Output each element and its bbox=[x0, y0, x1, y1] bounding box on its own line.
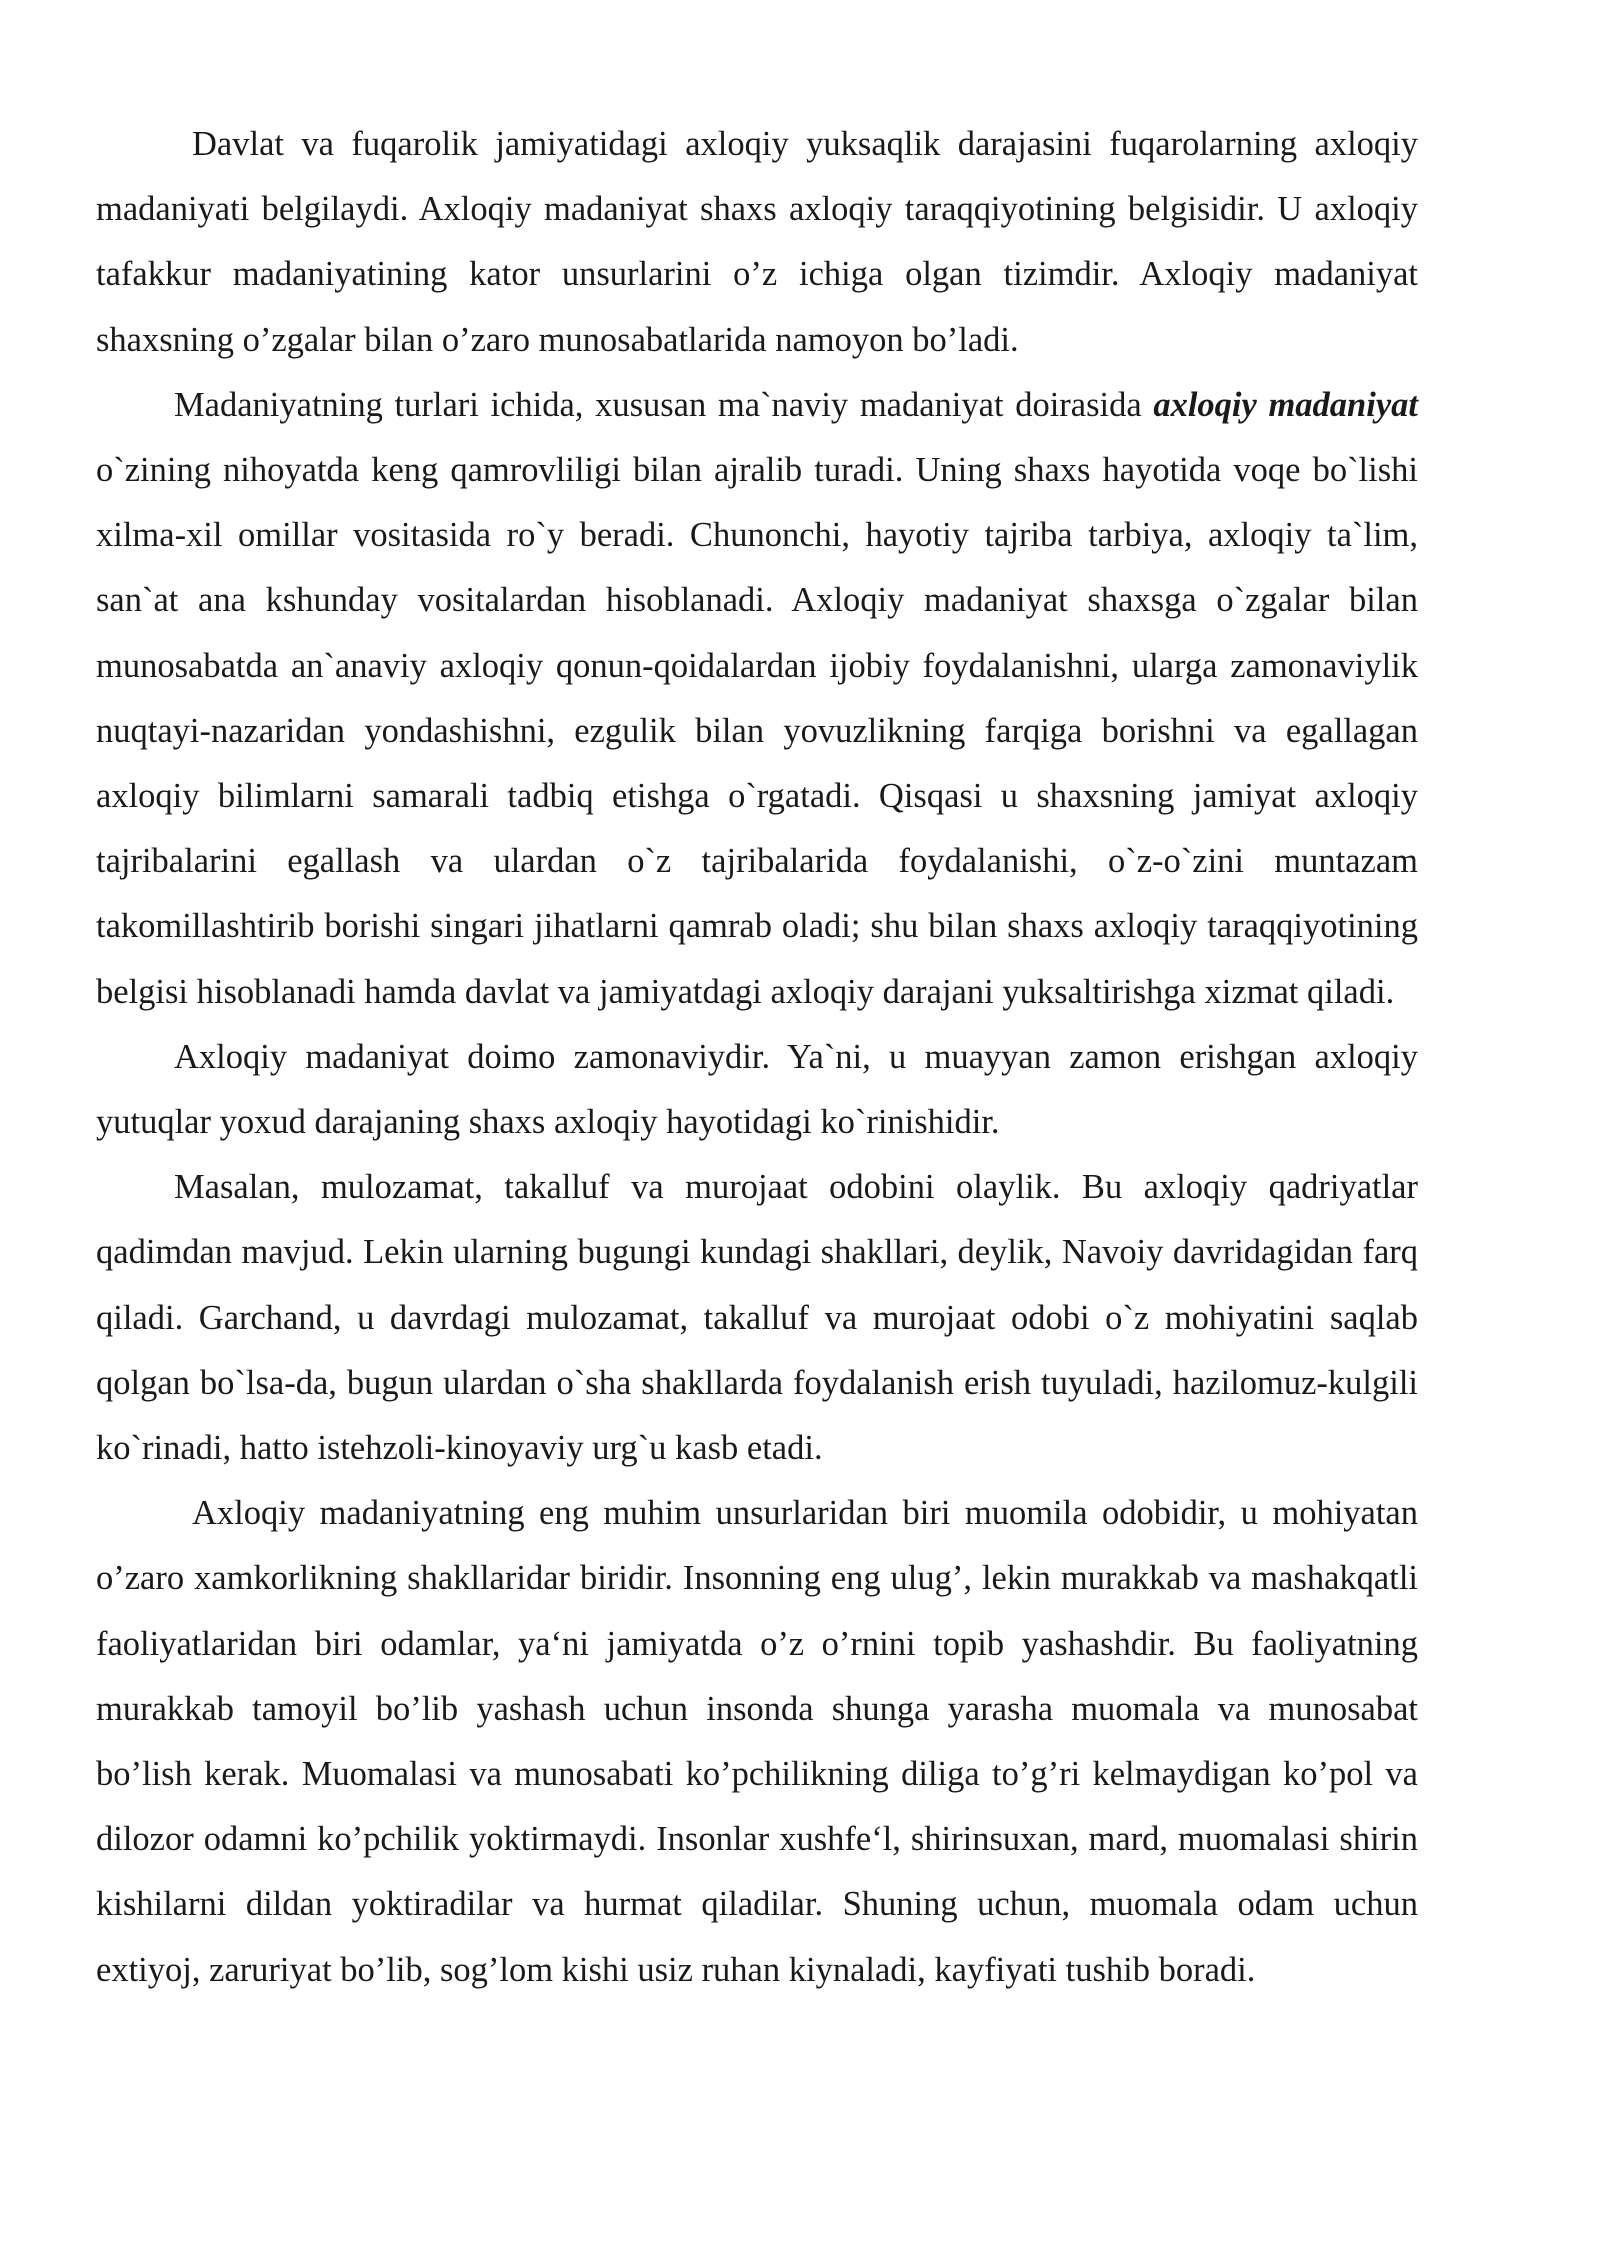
paragraph-4 bbox=[96, 1155, 1418, 1481]
paragraph-5-text: Axloqiy madaniyatning eng muhim unsurlaridan biri muomila odobidir, u mohiyatan o’zaro xamkorlikning shakllaridar biridir. Insonning eng ulug’, lekin murakkab va mashakqatli faoliyatlaridan biri odamlar, ya‘ni jamiyatda o’z o’rnini topib yashashdir. Bu faoliyatning murakkab tamoyil bo’lib yashash uchun insonda shunga yarasha muomala va munosabat bo’lish kerak. Muomalasi va munosabati ko’pchilikning diliga to’g’ri kelmaydigan ko’pol va dilozor odamni ko’pchilik yoktirmaydi. Insonlar xushfe‘l, shirinsuxan, mard, muomalasi shirin kishilarni dildan yoktiradilar va hurmat qiladilar. Shuning uchun, muomala odam uchun extiyoj, zaruriyat bo’lib, sog’lom kishi usiz ruhan kiynaladi, kayfiyati tushib boradi. bbox=[96, 1494, 1418, 1989]
paragraph-1 bbox=[96, 112, 1418, 373]
paragraph-3 bbox=[96, 1025, 1418, 1155]
paragraph-2 bbox=[96, 373, 1418, 1025]
paragraph-3-text: Axloqiy madaniyat doimo zamonaviydir. Ya`ni, u muayyan zamon erishgan axloqiy yutuqlar yoxud darajaning shaxs axloqiy hayotidagi ko`rinishidir. bbox=[96, 1037, 1418, 1142]
paragraph-5 bbox=[96, 1481, 1418, 2003]
paragraph-2-text-end: o`zining nihoyatda keng qamrovliligi bilan ajralib turadi. Uning shaxs hayotida voqe bo`lishi xilma-xil omillar vositasida ro`y beradi. Chunonchi, hayotiy tajriba tarbiya, axloqiy ta`lim, san`at ana kshunday vositalardan hisoblanadi. Axloqiy madaniyat shaxsga o`zgalar bilan munosabatda an`anaviy axloqiy qonun-qoidalardan ijobiy foydalanishni, ularga zamonaviylik nuqtayi-nazaridan yondashishni, ezgulik bilan yovuzlikning farqiga borishni va egallagan axloqiy bilimlarni samarali tadbiq etishga o`rgatadi. Qisqasi u shaxsning jamiyat axloqiy tajribalarini egallash va ulardan o`z tajribalarida foydalanishi, o`z-o`zini muntazam takomillashtirib borishi singari jihatlarni qamrab oladi; shu bilan shaxs axloqiy taraqqiyotining belgisi hisoblanadi hamda davlat va jamiyatdagi axloqiy darajani yuksaltirishga xizmat qiladi. bbox=[96, 451, 1418, 1011]
paragraph-2-text-start: Madaniyatning turlari ichida, xususan ma`naviy madaniyat doirasida bbox=[174, 385, 1154, 424]
body-text bbox=[96, 112, 1418, 2003]
paragraph-4-text: Masalan, mulozamat, takalluf va murojaat odobini olaylik. Bu axloqiy qadriyatlar qadimdan mavjud. Lekin ularning bugungi kundagi shakllari, deylik, Navoiy davridagidan farq qiladi. Garchand, u davrdagi mulozamat, takalluf va murojaat odobi o`z mohiyatini saqlab qolgan bo`lsa-da, bugun ulardan o`sha shakllarda foydalanish erish tuyuladi, hazilomuz-kulgili ko`rinadi, hatto istehzoli-kinoyaviy urg`u kasb etadi. bbox=[96, 1168, 1418, 1468]
emphasized-term: axloqiy madaniyat bbox=[1153, 385, 1418, 424]
paragraph-1-text: Davlat va fuqarolik jamiyatidagi axloqiy yuksaqlik darajasini fuqarolarning axloqiy madaniyati belgilaydi. Axloqiy madaniyat shaxs axloqiy taraqqiyotining belgisidir. U axloqiy tafakkur madaniyatining kator unsurlarini o’z ichiga olgan tizimdir. Axloqiy madaniyat shaxsning o’zgalar bilan o’zaro munosabatlarida namoyon bo’ladi. bbox=[96, 125, 1418, 359]
